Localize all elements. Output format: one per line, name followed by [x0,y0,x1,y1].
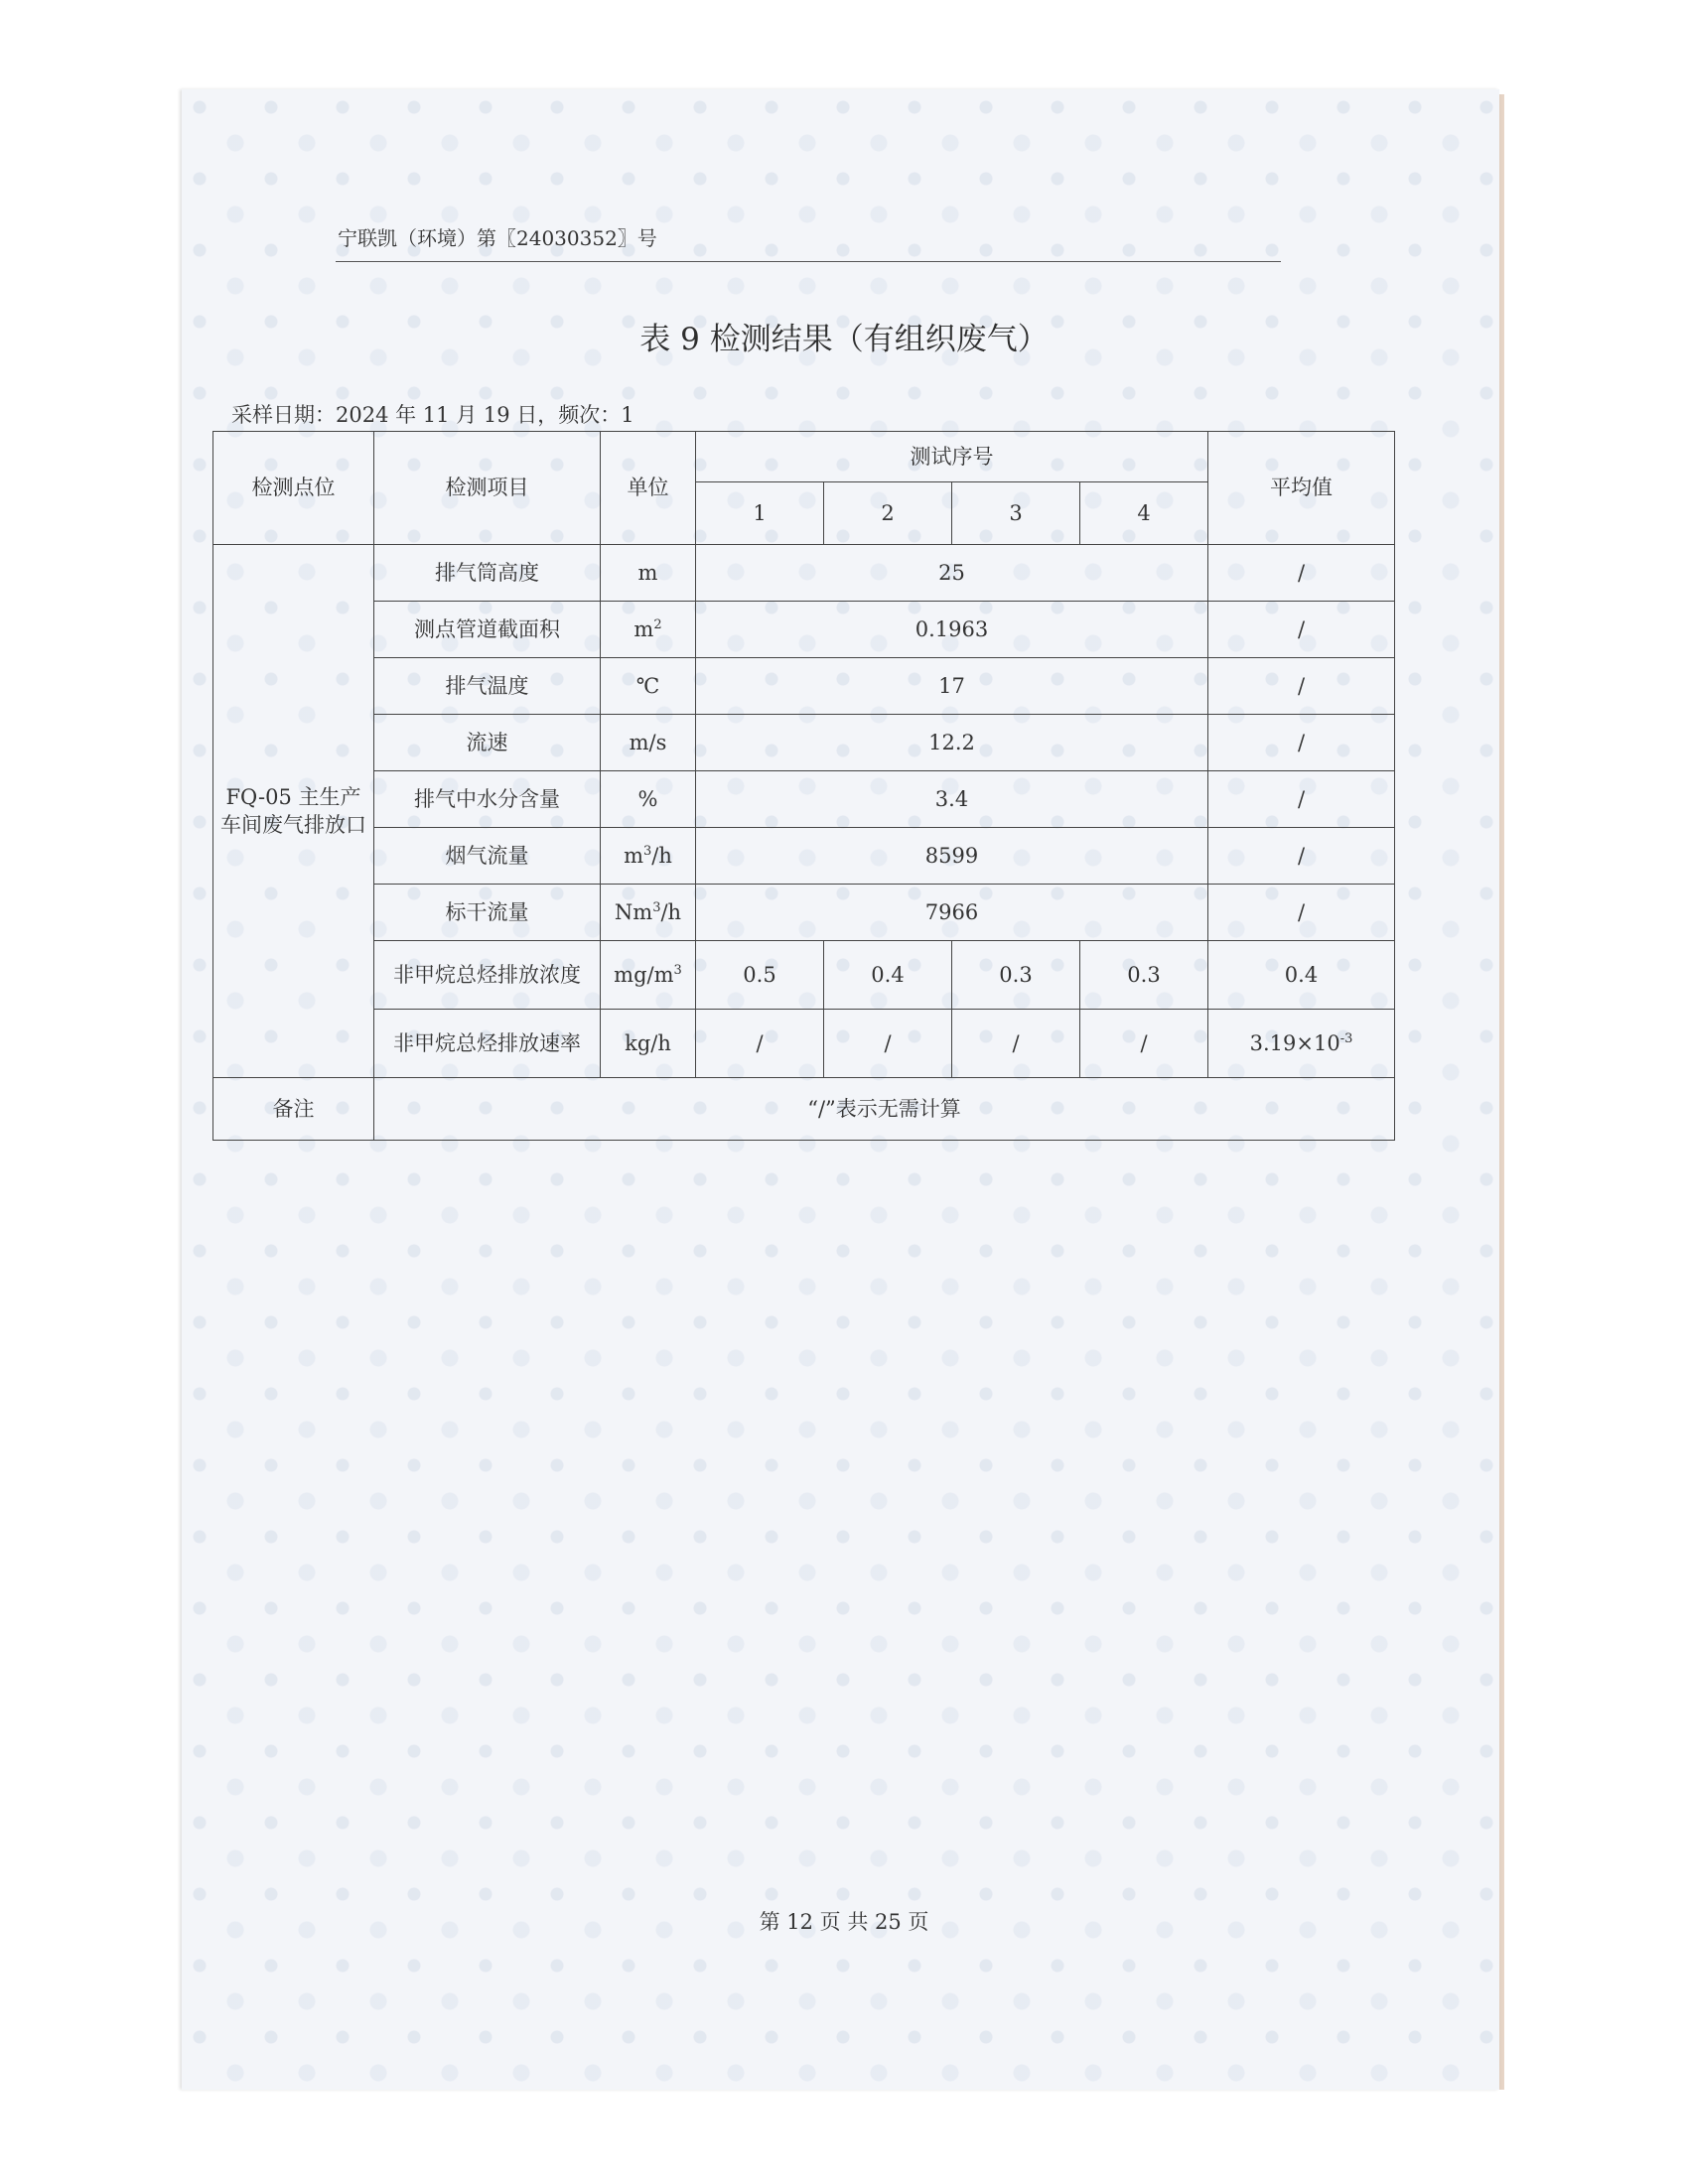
unit-base: Nm [614,899,653,924]
value-cell: 25 [696,545,1208,602]
table-row [213,602,1395,658]
average-cell [1208,1010,1395,1078]
header-item: 检测项目 [374,432,601,545]
item-cell: 标干流量 [374,885,601,941]
header-divider [336,261,1281,262]
table-row [213,885,1395,941]
header-row [213,432,1395,482]
value-cell: 0.1963 [696,602,1208,658]
note-text: “/”表示无需计算 [374,1078,1395,1141]
unit-cell: m/s [601,715,696,771]
average-cell: / [1208,771,1395,828]
header-unit: 单位 [601,432,696,545]
header-test-seq: 测试序号 [696,432,1208,482]
value-cell: 3.4 [696,771,1208,828]
unit-base: m [633,616,654,641]
table-row [213,941,1395,1010]
value-cell-4: / [1080,1010,1208,1078]
item-cell: 排气筒高度 [374,545,601,602]
value-cell-3: 0.3 [952,941,1080,1010]
table-row [213,828,1395,885]
average-cell: / [1208,658,1395,715]
average-base: 3.19×10 [1249,1030,1340,1055]
average-cell: / [1208,545,1395,602]
location-cell: FQ-05 主生产车间废气排放口 [213,545,374,1078]
value-cell-4: 0.3 [1080,941,1208,1010]
header-average: 平均值 [1208,432,1395,545]
average-superscript: -3 [1339,1030,1353,1046]
page-number: 第 12 页 共 25 页 [759,1910,929,1934]
item-cell: 烟气流量 [374,828,601,885]
results-table [212,431,1395,1141]
unit-tail: /h [651,843,672,868]
item-cell: 排气温度 [374,658,601,715]
note-label: 备注 [213,1078,374,1141]
table-row [213,545,1395,602]
unit-tail: /h [660,899,682,924]
unit-cell: % [601,771,696,828]
item-cell: 非甲烷总烃排放速率 [374,1010,601,1078]
unit-cell [601,828,696,885]
table-title: 表 9 检测结果（有组织废气） [639,322,1049,357]
item-cell: 流速 [374,715,601,771]
unit-cell: ℃ [601,658,696,715]
value-cell: 12.2 [696,715,1208,771]
unit-base: mg/m [614,962,674,987]
header-seq-2: 2 [824,482,952,545]
unit-base: m [624,843,644,868]
value-cell: 8599 [696,828,1208,885]
unit-superscript: 2 [653,616,662,632]
table-row [213,1010,1395,1078]
average-cell: / [1208,715,1395,771]
document-number: 宁联凯（环境）第〖24030352〗号 [338,226,657,250]
item-cell: 测点管道截面积 [374,602,601,658]
sampling-info: 采样日期：2024 年 11 月 19 日，频次：1 [231,403,634,427]
unit-cell: m [601,545,696,602]
unit-superscript: 3 [643,843,652,859]
table-row [213,715,1395,771]
unit-cell [601,941,696,1010]
value-cell: 17 [696,658,1208,715]
average-cell: / [1208,828,1395,885]
item-cell: 非甲烷总烃排放浓度 [374,941,601,1010]
table-row [213,658,1395,715]
unit-cell [601,885,696,941]
item-cell: 排气中水分含量 [374,771,601,828]
value-cell-3: / [952,1010,1080,1078]
header-location: 检测点位 [213,432,374,545]
unit-cell: kg/h [601,1010,696,1078]
unit-superscript: 3 [673,962,682,978]
value-cell-2: 0.4 [824,941,952,1010]
value-cell: 7966 [696,885,1208,941]
note-row [213,1078,1395,1141]
header-seq-1: 1 [696,482,824,545]
average-cell: / [1208,885,1395,941]
header-seq-3: 3 [952,482,1080,545]
header-seq-4: 4 [1080,482,1208,545]
value-cell-1: / [696,1010,824,1078]
value-cell-2: / [824,1010,952,1078]
unit-cell [601,602,696,658]
average-cell: 0.4 [1208,941,1395,1010]
table-row [213,771,1395,828]
unit-superscript: 3 [652,899,661,915]
average-cell: / [1208,602,1395,658]
value-cell-1: 0.5 [696,941,824,1010]
